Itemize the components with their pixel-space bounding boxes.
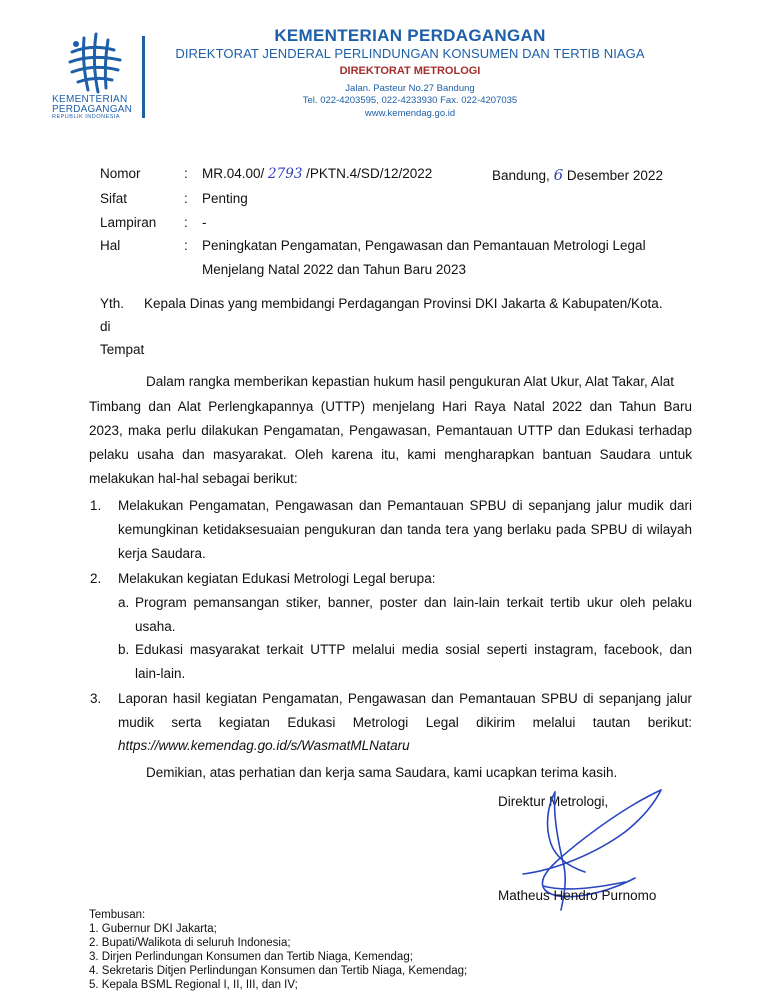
nomor-label: Nomor bbox=[100, 166, 141, 181]
item2a-line-2: usaha. bbox=[135, 619, 176, 634]
item2-text: Melakukan kegiatan Edukasi Metrologi Legal berupa: bbox=[118, 571, 436, 586]
nomor-prefix: MR.04.00/ bbox=[202, 166, 265, 181]
item2b-line-2: lain-lain. bbox=[135, 666, 186, 681]
nomor-suffix: /PKTN.4/SD/12/2022 bbox=[306, 166, 433, 181]
tembusan-item-5: 5. Kepala BSML Regional I, II, III, dan IV; bbox=[89, 979, 298, 991]
item2b-letter: b. bbox=[118, 642, 130, 657]
ministry-name: KEMENTERIAN PERDAGANGAN bbox=[274, 26, 546, 45]
hal-label: Hal bbox=[100, 238, 121, 253]
item1-number: 1. bbox=[90, 498, 102, 513]
tembusan-item-2: 2. Bupati/Walikota di seluruh Indonesia; bbox=[89, 937, 291, 949]
item2b-line-1: Edukasi masyarakat terkait UTTP melalui media sosial seperti instagram, facebook, dan bbox=[135, 642, 692, 657]
lampiran-label: Lampiran bbox=[100, 215, 157, 230]
closing-sentence: Demikian, atas perhatian dan kerja sama Saudara, kami ucapkan terima kasih. bbox=[146, 765, 618, 780]
logo-caption-line3: REPUBLIK INDONESIA bbox=[52, 114, 120, 120]
yth-label: Yth. bbox=[100, 296, 125, 311]
di-label: di bbox=[100, 319, 111, 334]
place-prefix: Bandung, bbox=[492, 168, 550, 183]
directorate-name: DIREKTORAT METROLOGI bbox=[339, 65, 481, 77]
letter-date bbox=[492, 166, 663, 184]
ministry-logo-icon bbox=[62, 30, 132, 96]
item3-line-1: Laporan hasil kegiatan Pengamatan, Pengawasan dan Pemantauan SPBU di sepanjang jalur bbox=[118, 691, 692, 706]
letterhead-phone: Tel. 022-4203595, 022-4233930 Fax. 022-4207035 bbox=[302, 95, 518, 106]
nomor-value bbox=[202, 166, 432, 182]
nomor-handwritten: 2793 bbox=[268, 166, 303, 182]
item3-number: 3. bbox=[90, 691, 102, 706]
signatory-title: Direktur Metrologi, bbox=[498, 794, 609, 809]
tempat-label: Tempat bbox=[100, 342, 145, 357]
intro-line-2: Timbang dan Alat Perlengkapannya (UTTP) menjelang Hari Raya Natal 2022 dan Tahun Baru bbox=[89, 399, 692, 414]
hal-colon: : bbox=[184, 238, 188, 253]
intro-line-4: pelaku usaha dan masyarakat. Oleh karena itu, kami mengharapkan bantuan Saudara untuk bbox=[89, 447, 692, 462]
recipient: Kepala Dinas yang membidangi Perdagangan Provinsi DKI Jakarta & Kabupaten/Kota. bbox=[144, 296, 663, 311]
hal-line1: Peningkatan Pengamatan, Pengawasan dan Pemantauan Metrologi Legal bbox=[202, 238, 646, 253]
item3-line-2: mudik serta kegiatan Edukasi Metrologi Legal dikirim melalui tautan berikut: bbox=[118, 715, 692, 730]
tembusan-item-3: 3. Dirjen Perlindungan Konsumen dan Tertib Niaga, Kemendag; bbox=[89, 951, 413, 963]
hal-line2: Menjelang Natal 2022 dan Tahun Baru 2023 bbox=[202, 262, 466, 277]
item1-line-2: kemungkinan ketidaksesuaian pengukuran dan tanda tera yang berlaku pada SPBU di wilayah bbox=[118, 522, 692, 537]
letterhead-address: Jalan. Pasteur No.27 Bandung bbox=[345, 83, 475, 94]
signatory-name: Matheus Hendro Purnomo bbox=[498, 888, 657, 903]
lampiran-value: - bbox=[202, 215, 207, 230]
lampiran-colon: : bbox=[184, 215, 188, 230]
letterhead-website[interactable]: www.kemendag.go.id bbox=[364, 108, 456, 119]
directorate-general-name: DIREKTORAT JENDERAL PERLINDUNGAN KONSUMEN DAN TERTIB NIAGA bbox=[175, 46, 645, 61]
item2a-letter: a. bbox=[118, 595, 130, 610]
item2-number: 2. bbox=[90, 571, 102, 586]
intro-line-3: 2023, maka perlu dilakukan Pengamatan, Pengawasan, Pemantauan UTTP dan Edukasi terhadap bbox=[89, 423, 692, 438]
intro-line-5: melakukan hal-hal sebagai berikut: bbox=[89, 471, 298, 486]
tembusan-item-1: 1. Gubernur DKI Jakarta; bbox=[89, 923, 217, 935]
sifat-colon: : bbox=[184, 191, 188, 206]
item1-line-3: kerja Saudara. bbox=[118, 546, 206, 561]
date-handwritten: 6 bbox=[553, 166, 564, 184]
logo-caption-line2: PERDAGANGAN bbox=[52, 104, 132, 115]
tembusan-label: Tembusan: bbox=[89, 909, 146, 921]
date-suffix: Desember 2022 bbox=[566, 168, 663, 183]
logo-caption-line1: KEMENTERIAN bbox=[52, 94, 128, 105]
tembusan-item-4: 4. Sekretaris Ditjen Perlindungan Konsumen dan Tertib Niaga, Kemendag; bbox=[89, 965, 468, 977]
report-link[interactable]: https://www.kemendag.go.id/s/WasmatMLNataru bbox=[118, 738, 410, 753]
item1-line-1: Melakukan Pengamatan, Pengawasan dan Pemantauan SPBU di sepanjang jalur mudik dari bbox=[118, 498, 692, 513]
intro-line-1: Dalam rangka memberikan kepastian hukum hasil pengukuran Alat Ukur, Alat Takar, Alat bbox=[146, 374, 675, 389]
nomor-colon: : bbox=[184, 166, 188, 181]
sifat-value: Penting bbox=[202, 191, 248, 206]
sifat-label: Sifat bbox=[100, 191, 128, 206]
item2a-line-1: Program pemansangan stiker, banner, poster dan lain-lain terkait tertib ukur oleh pelaku bbox=[135, 595, 692, 610]
